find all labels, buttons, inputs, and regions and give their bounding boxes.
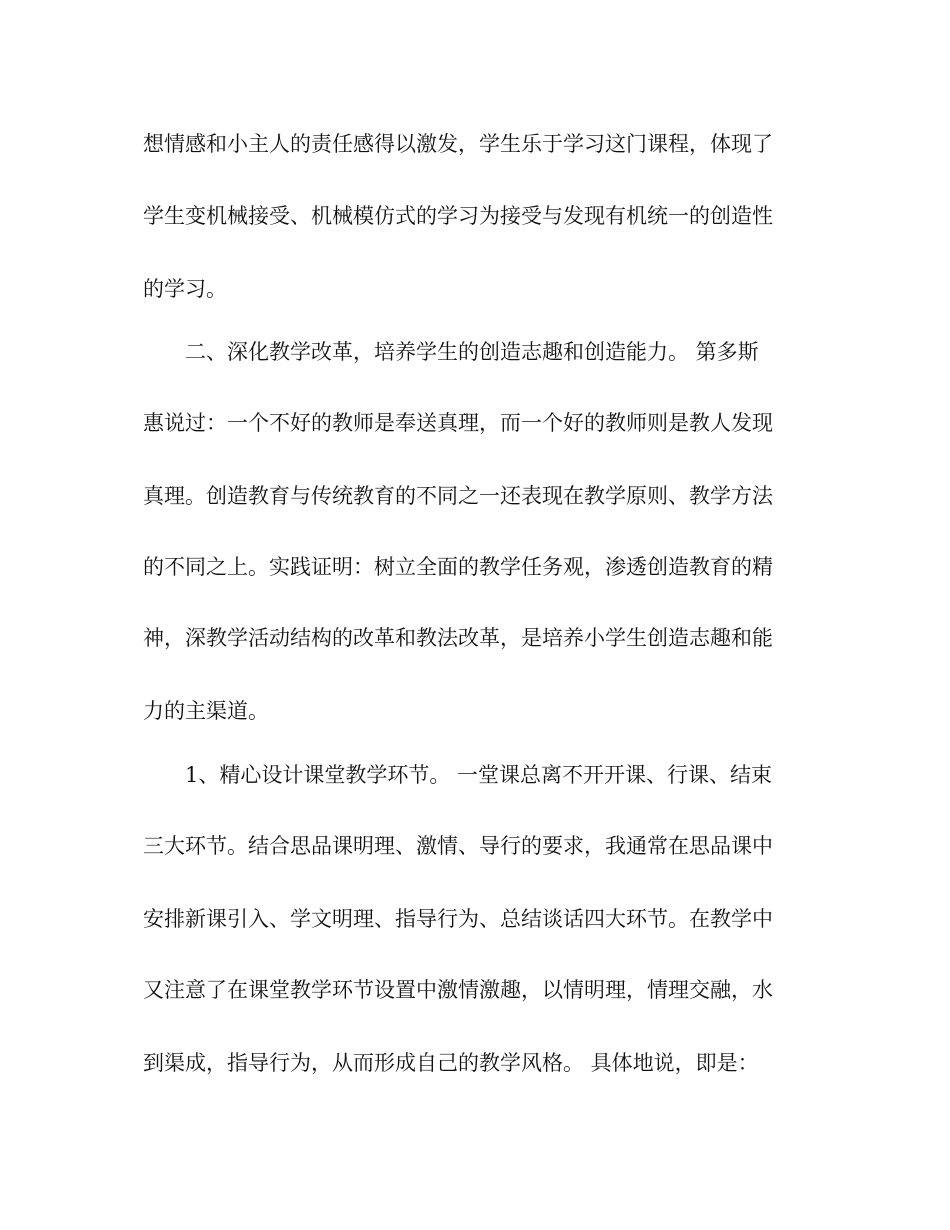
text-line-13: 又注意了在课堂教学环节设置中激情激趣，以情明理，情理交融，水 — [143, 978, 773, 1002]
text-line-7: 的不同之上。实践证明：树立全面的教学任务观，渗透创造教育的精 — [143, 555, 773, 579]
text-line-8: 神，深教学活动结构的改革和教法改革，是培养小学生创造志趣和能 — [143, 626, 773, 650]
text-line-5: 惠说过：一个不好的教师是奉送真理，而一个好的教师则是教人发现 — [143, 411, 773, 435]
text-line-3: 的学习。 — [143, 277, 227, 301]
subsection-heading-1: 1、精心设计课堂教学环节。 一堂课总离不开开课、行课、结束 — [185, 763, 773, 787]
text-line-6: 真理。创造教育与传统教育的不同之一还表现在教学原则、教学方法 — [143, 484, 773, 508]
text-line-12: 安排新课引入、学文明理、指导行为、总结谈话四大环节。在教学中 — [143, 907, 773, 931]
text-line-2: 学生变机械接受、机械模仿式的学习为接受与发现有机统一的创造性 — [143, 204, 773, 228]
text-line-1: 想情感和小主人的责任感得以激发，学生乐于学习这门课程，体现了 — [143, 132, 773, 156]
text-line-11: 三大环节。结合思品课明理、激情、导行的要求，我通常在思品课中 — [143, 834, 773, 858]
text-line-9: 力的主渠道。 — [143, 699, 269, 723]
text-line-14: 到渠成，指导行为，从而形成自己的教学风格。 具体地说，即是： — [143, 1051, 759, 1075]
section-heading-2: 二、深化教学改革，培养学生的创造志趣和创造能力。 第多斯 — [185, 340, 759, 364]
